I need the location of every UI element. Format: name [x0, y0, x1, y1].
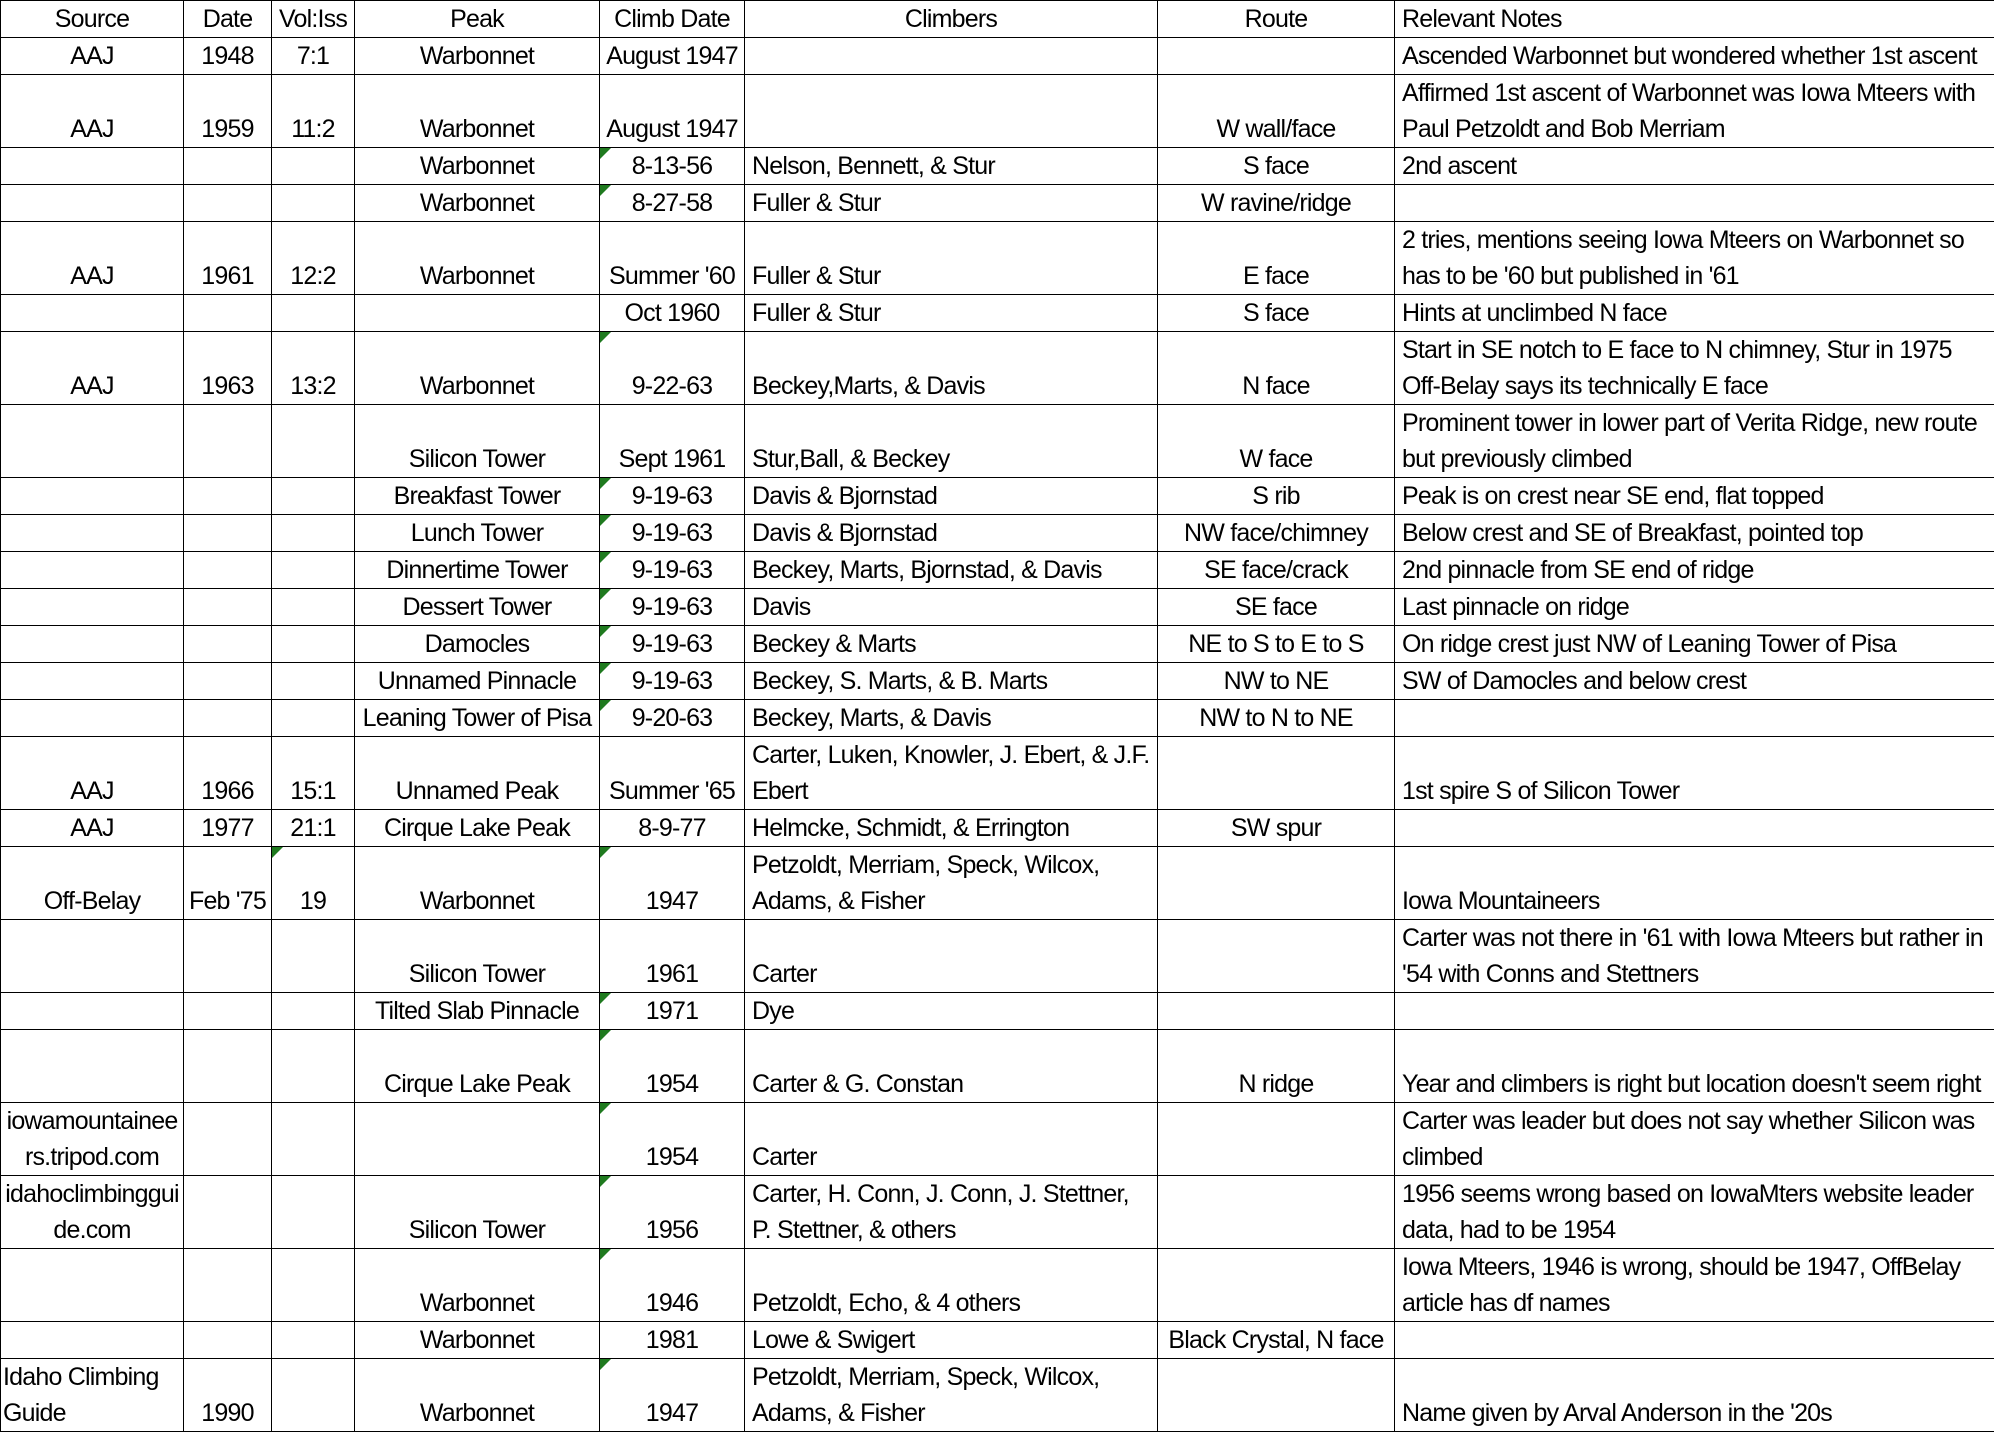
cell-vol-iss: 12:2	[272, 222, 355, 295]
table-row	[1, 737, 1994, 810]
header-peak: Peak	[355, 1, 600, 38]
cell-source: AAJ	[1, 75, 184, 148]
cell-route: S face	[1158, 295, 1395, 332]
cell-source: iowamountaineers.tripod.com	[1, 1103, 184, 1176]
table-row	[1, 1030, 1994, 1103]
cell-source	[1, 663, 184, 700]
header-climb-date: Climb Date	[600, 1, 745, 38]
cell-notes	[1395, 1322, 1994, 1359]
cell-peak: Silicon Tower	[355, 405, 600, 478]
cell-date	[184, 663, 272, 700]
table-row	[1, 515, 1994, 552]
cell-climbers: Carter, Luken, Knowler, J. Ebert, & J.F. Ebert	[745, 737, 1158, 810]
table-row	[1, 1359, 1994, 1432]
cell-climb-date: 1961	[600, 920, 745, 993]
table-row	[1, 478, 1994, 515]
cell-climbers: Petzoldt, Merriam, Speck, Wilcox, Adams, & Fisher	[745, 847, 1158, 920]
cell-vol-iss	[272, 920, 355, 993]
cell-vol-iss: 11:2	[272, 75, 355, 148]
cell-peak: Warbonnet	[355, 1359, 600, 1432]
cell-source	[1, 1322, 184, 1359]
cell-notes	[1395, 185, 1994, 222]
cell-notes: 1st spire S of Silicon Tower	[1395, 737, 1994, 810]
cell-date: Feb '75	[184, 847, 272, 920]
cell-climb-date: 1981	[600, 1322, 745, 1359]
cell-peak: Warbonnet	[355, 148, 600, 185]
cell-date	[184, 589, 272, 626]
cell-climb-date: Summer '60	[600, 222, 745, 295]
cell-source	[1, 589, 184, 626]
cell-vol-iss	[272, 148, 355, 185]
cell-peak: Dessert Tower	[355, 589, 600, 626]
cell-climb-date: 8-27-58	[600, 185, 745, 222]
cell-route	[1158, 1176, 1395, 1249]
header-source: Source	[1, 1, 184, 38]
cell-notes: 2nd ascent	[1395, 148, 1994, 185]
table-row	[1, 38, 1994, 75]
cell-date	[184, 993, 272, 1030]
cell-source	[1, 920, 184, 993]
cell-climb-date: 8-9-77	[600, 810, 745, 847]
cell-climb-date: 1956	[600, 1176, 745, 1249]
cell-source: AAJ	[1, 810, 184, 847]
cell-route: NE to S to E to S	[1158, 626, 1395, 663]
cell-source	[1, 1249, 184, 1322]
cell-route	[1158, 1249, 1395, 1322]
cell-source: AAJ	[1, 332, 184, 405]
cell-date	[184, 552, 272, 589]
cell-route: NW to NE	[1158, 663, 1395, 700]
cell-notes: Year and climbers is right but location doesn't seem right	[1395, 1030, 1994, 1103]
cell-peak: Warbonnet	[355, 38, 600, 75]
cell-peak: Lunch Tower	[355, 515, 600, 552]
cell-route: SE face	[1158, 589, 1395, 626]
cell-route: W face	[1158, 405, 1395, 478]
cell-date	[184, 920, 272, 993]
cell-climbers: Lowe & Swigert	[745, 1322, 1158, 1359]
cell-route: E face	[1158, 222, 1395, 295]
cell-climbers: Beckey, Marts, Bjornstad, & Davis	[745, 552, 1158, 589]
cell-climb-date: 9-19-63	[600, 515, 745, 552]
cell-route: Black Crystal, N face	[1158, 1322, 1395, 1359]
cell-source	[1, 552, 184, 589]
cell-vol-iss: 21:1	[272, 810, 355, 847]
cell-source: AAJ	[1, 38, 184, 75]
cell-source	[1, 515, 184, 552]
cell-notes	[1395, 993, 1994, 1030]
cell-route: NW to N to NE	[1158, 700, 1395, 737]
cell-climbers: Beckey,Marts, & Davis	[745, 332, 1158, 405]
cell-climbers: Carter, H. Conn, J. Conn, J. Stettner, P. Stettner, & others	[745, 1176, 1158, 1249]
cell-notes: Below crest and SE of Breakfast, pointed top	[1395, 515, 1994, 552]
cell-date	[184, 515, 272, 552]
cell-peak: Unnamed Peak	[355, 737, 600, 810]
cell-source	[1, 993, 184, 1030]
cell-climb-date: 1971	[600, 993, 745, 1030]
cell-route	[1158, 38, 1395, 75]
cell-vol-iss	[272, 405, 355, 478]
table-row	[1, 1249, 1994, 1322]
table-row	[1, 332, 1994, 405]
cell-notes: SW of Damocles and below crest	[1395, 663, 1994, 700]
cell-source	[1, 1030, 184, 1103]
cell-date: 1961	[184, 222, 272, 295]
cell-notes: Ascended Warbonnet but wondered whether 1st ascent	[1395, 38, 1994, 75]
cell-climbers: Stur,Ball, & Beckey	[745, 405, 1158, 478]
cell-vol-iss: 19	[272, 847, 355, 920]
cell-route	[1158, 737, 1395, 810]
cell-notes: Start in SE notch to E face to N chimney, Stur in 1975 Off-Belay says its technically E face	[1395, 332, 1994, 405]
cell-date	[184, 1249, 272, 1322]
table-row	[1, 1176, 1994, 1249]
cell-source: AAJ	[1, 737, 184, 810]
cell-peak: Warbonnet	[355, 332, 600, 405]
cell-notes	[1395, 700, 1994, 737]
cell-source	[1, 295, 184, 332]
cell-date: 1977	[184, 810, 272, 847]
cell-climbers: Nelson, Bennett, & Stur	[745, 148, 1158, 185]
cell-climbers	[745, 38, 1158, 75]
header-route: Route	[1158, 1, 1395, 38]
table-row	[1, 589, 1994, 626]
cell-source: AAJ	[1, 222, 184, 295]
header-date: Date	[184, 1, 272, 38]
cell-vol-iss: 7:1	[272, 38, 355, 75]
cell-source: idahoclimbingguide.com	[1, 1176, 184, 1249]
cell-date: 1966	[184, 737, 272, 810]
table-row	[1, 663, 1994, 700]
cell-vol-iss	[272, 1249, 355, 1322]
cell-source	[1, 148, 184, 185]
cell-route: SE face/crack	[1158, 552, 1395, 589]
cell-climbers: Fuller & Stur	[745, 185, 1158, 222]
cell-climbers: Fuller & Stur	[745, 222, 1158, 295]
cell-vol-iss	[272, 1030, 355, 1103]
cell-source	[1, 478, 184, 515]
cell-date: 1959	[184, 75, 272, 148]
cell-climbers: Fuller & Stur	[745, 295, 1158, 332]
cell-notes: Carter was not there in '61 with Iowa Mteers but rather in '54 with Conns and Stettners	[1395, 920, 1994, 993]
cell-peak: Warbonnet	[355, 185, 600, 222]
cell-vol-iss	[272, 552, 355, 589]
cell-date: 1948	[184, 38, 272, 75]
table-row	[1, 700, 1994, 737]
cell-climbers: Davis & Bjornstad	[745, 478, 1158, 515]
cell-climb-date: 1954	[600, 1030, 745, 1103]
cell-date: 1990	[184, 1359, 272, 1432]
cell-climbers: Helmcke, Schmidt, & Errington	[745, 810, 1158, 847]
cell-source	[1, 185, 184, 222]
cell-vol-iss	[272, 589, 355, 626]
cell-route: N ridge	[1158, 1030, 1395, 1103]
cell-notes: Prominent tower in lower part of Verita Ridge, new route but previously climbed	[1395, 405, 1994, 478]
table-row	[1, 626, 1994, 663]
cell-vol-iss	[272, 626, 355, 663]
cell-peak: Warbonnet	[355, 1322, 600, 1359]
cell-vol-iss	[272, 515, 355, 552]
cell-climb-date: August 1947	[600, 75, 745, 148]
cell-vol-iss	[272, 1359, 355, 1432]
cell-peak: Cirque Lake Peak	[355, 1030, 600, 1103]
cell-peak: Cirque Lake Peak	[355, 810, 600, 847]
cell-vol-iss: 15:1	[272, 737, 355, 810]
cell-date	[184, 1176, 272, 1249]
cell-vol-iss	[272, 478, 355, 515]
cell-climb-date: 9-22-63	[600, 332, 745, 405]
table-row	[1, 405, 1994, 478]
cell-vol-iss	[272, 700, 355, 737]
table-row	[1, 847, 1994, 920]
cell-climb-date: 9-19-63	[600, 552, 745, 589]
cell-peak: Warbonnet	[355, 75, 600, 148]
cell-climb-date: 1946	[600, 1249, 745, 1322]
cell-notes: Affirmed 1st ascent of Warbonnet was Iowa Mteers with Paul Petzoldt and Bob Merriam	[1395, 75, 1994, 148]
cell-vol-iss	[272, 993, 355, 1030]
cell-peak: Warbonnet	[355, 1249, 600, 1322]
cell-vol-iss	[272, 663, 355, 700]
cell-climbers: Davis	[745, 589, 1158, 626]
cell-vol-iss	[272, 1322, 355, 1359]
cell-date	[184, 295, 272, 332]
cell-peak: Silicon Tower	[355, 920, 600, 993]
cell-date	[184, 1322, 272, 1359]
cell-notes: Carter was leader but does not say whether Silicon was climbed	[1395, 1103, 1994, 1176]
cell-source: Idaho Climbing Guide	[1, 1359, 184, 1432]
header-row	[1, 1, 1994, 38]
cell-vol-iss	[272, 295, 355, 332]
table-row	[1, 185, 1994, 222]
cell-route: NW face/chimney	[1158, 515, 1395, 552]
cell-climbers: Petzoldt, Merriam, Speck, Wilcox, Adams, & Fisher	[745, 1359, 1158, 1432]
cell-peak: Tilted Slab Pinnacle	[355, 993, 600, 1030]
cell-vol-iss: 13:2	[272, 332, 355, 405]
cell-notes: Last pinnacle on ridge	[1395, 589, 1994, 626]
cell-source: Off-Belay	[1, 847, 184, 920]
cell-climb-date: 1947	[600, 1359, 745, 1432]
cell-notes: Iowa Mountaineers	[1395, 847, 1994, 920]
cell-notes: 2 tries, mentions seeing Iowa Mteers on Warbonnet so has to be '60 but published in '61	[1395, 222, 1994, 295]
cell-source	[1, 626, 184, 663]
cell-notes: 1956 seems wrong based on IowaMters website leader data, had to be 1954	[1395, 1176, 1994, 1249]
table-row	[1, 295, 1994, 332]
cell-vol-iss	[272, 1103, 355, 1176]
cell-route: W ravine/ridge	[1158, 185, 1395, 222]
cell-source	[1, 405, 184, 478]
cell-peak: Warbonnet	[355, 847, 600, 920]
cell-route	[1158, 920, 1395, 993]
cell-notes: On ridge crest just NW of Leaning Tower of Pisa	[1395, 626, 1994, 663]
cell-route	[1158, 993, 1395, 1030]
cell-climb-date: 9-19-63	[600, 663, 745, 700]
cell-climb-date: 1947	[600, 847, 745, 920]
cell-date	[184, 148, 272, 185]
cell-route: S rib	[1158, 478, 1395, 515]
table-row	[1, 1322, 1994, 1359]
cell-peak: Dinnertime Tower	[355, 552, 600, 589]
cell-date	[184, 700, 272, 737]
cell-source	[1, 700, 184, 737]
cell-date	[184, 1030, 272, 1103]
cell-notes: 2nd pinnacle from SE end of ridge	[1395, 552, 1994, 589]
table-row	[1, 920, 1994, 993]
cell-peak: Breakfast Tower	[355, 478, 600, 515]
cell-route: W wall/face	[1158, 75, 1395, 148]
cell-climb-date: 9-19-63	[600, 478, 745, 515]
cell-route: S face	[1158, 148, 1395, 185]
cell-date: 1963	[184, 332, 272, 405]
table-row	[1, 552, 1994, 589]
cell-climb-date: 1954	[600, 1103, 745, 1176]
cell-peak	[355, 1103, 600, 1176]
cell-climb-date: Summer '65	[600, 737, 745, 810]
cell-climb-date: 9-20-63	[600, 700, 745, 737]
cell-climbers: Beckey, Marts, & Davis	[745, 700, 1158, 737]
cell-climb-date: 9-19-63	[600, 626, 745, 663]
cell-vol-iss	[272, 185, 355, 222]
cell-route: N face	[1158, 332, 1395, 405]
cell-peak	[355, 295, 600, 332]
cell-route: SW spur	[1158, 810, 1395, 847]
cell-route	[1158, 847, 1395, 920]
cell-climb-date: 9-19-63	[600, 589, 745, 626]
cell-climbers: Beckey & Marts	[745, 626, 1158, 663]
cell-climb-date: 8-13-56	[600, 148, 745, 185]
cell-route	[1158, 1359, 1395, 1432]
table-row	[1, 810, 1994, 847]
cell-date	[184, 185, 272, 222]
cell-climbers	[745, 75, 1158, 148]
cell-climbers: Carter	[745, 920, 1158, 993]
table-row	[1, 75, 1994, 148]
cell-notes: Peak is on crest near SE end, flat topped	[1395, 478, 1994, 515]
table-row	[1, 222, 1994, 295]
header-climbers: Climbers	[745, 1, 1158, 38]
cell-peak: Silicon Tower	[355, 1176, 600, 1249]
cell-climbers: Petzoldt, Echo, & 4 others	[745, 1249, 1158, 1322]
cell-climb-date: Oct 1960	[600, 295, 745, 332]
table-row	[1, 1103, 1994, 1176]
cell-climbers: Davis & Bjornstad	[745, 515, 1158, 552]
cell-climbers: Beckey, S. Marts, & B. Marts	[745, 663, 1158, 700]
cell-notes: Iowa Mteers, 1946 is wrong, should be 1947, OffBelay article has df names	[1395, 1249, 1994, 1322]
cell-peak: Damocles	[355, 626, 600, 663]
cell-climbers: Dye	[745, 993, 1158, 1030]
cell-notes	[1395, 810, 1994, 847]
cell-climb-date: August 1947	[600, 38, 745, 75]
table-row	[1, 993, 1994, 1030]
cell-notes: Hints at unclimbed N face	[1395, 295, 1994, 332]
header-notes: Relevant Notes	[1395, 1, 1994, 38]
cell-date	[184, 626, 272, 663]
cell-peak: Warbonnet	[355, 222, 600, 295]
cell-notes: Name given by Arval Anderson in the '20s	[1395, 1359, 1994, 1432]
cell-date	[184, 478, 272, 515]
header-vol-iss: Vol:Iss	[272, 1, 355, 38]
cell-peak: Leaning Tower of Pisa	[355, 700, 600, 737]
cell-climbers: Carter	[745, 1103, 1158, 1176]
cell-route	[1158, 1103, 1395, 1176]
cell-climbers: Carter & G. Constan	[745, 1030, 1158, 1103]
table-row	[1, 148, 1994, 185]
cell-date	[184, 1103, 272, 1176]
cell-peak: Unnamed Pinnacle	[355, 663, 600, 700]
cell-vol-iss	[272, 1176, 355, 1249]
cell-climb-date: Sept 1961	[600, 405, 745, 478]
cell-date	[184, 405, 272, 478]
